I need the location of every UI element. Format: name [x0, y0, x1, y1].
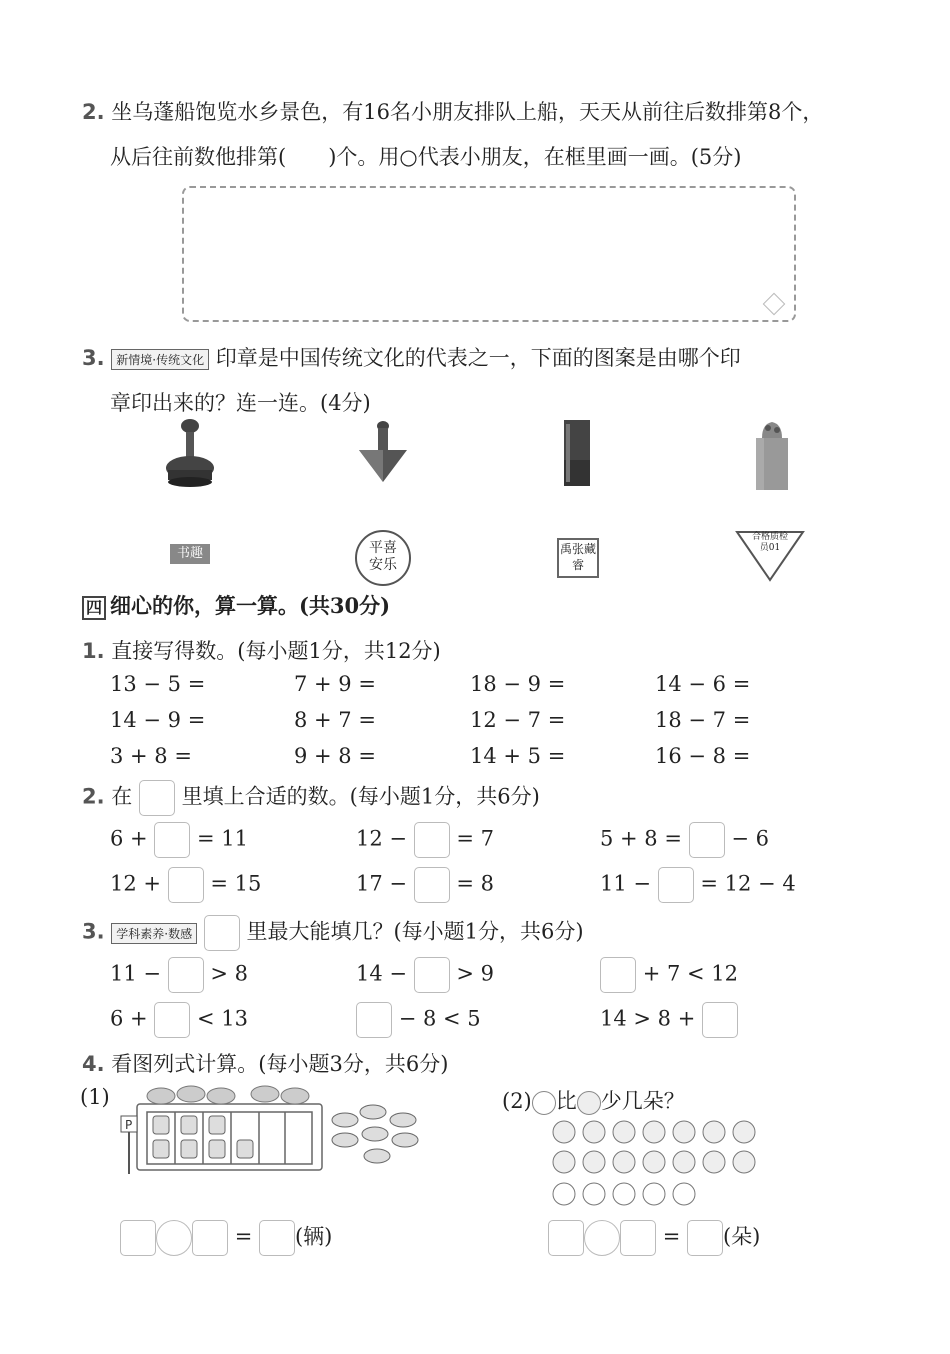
- answer-box[interactable]: [356, 1002, 392, 1038]
- print-round-text: 平喜安乐: [369, 540, 397, 573]
- answer-box[interactable]: [154, 1002, 190, 1038]
- q3-number: 3.: [82, 346, 105, 370]
- round-handle-stamp-icon[interactable]: [160, 418, 220, 490]
- unit-flowers: (朵): [722, 1224, 761, 1249]
- triangle-stamp-icon[interactable]: [355, 420, 411, 486]
- p1-r1c2: 7 + 9 =: [294, 672, 376, 696]
- q3-line1: [82, 342, 741, 372]
- print-round-seal[interactable]: [355, 530, 411, 586]
- q2-text-2: 从后往前数他排第( )个。用○代表小朋友，在框里画一画。(5分): [110, 145, 742, 169]
- p3-item-1: 11 − > 8: [110, 957, 248, 993]
- p1-r3c2: 9 + 8 =: [294, 744, 376, 768]
- q2-text-1: 坐乌蓬船饱览水乡景色，有16名小朋友排队上船，天天从前往后数排第8个，: [111, 100, 824, 124]
- corner-flower-icon: [763, 293, 786, 316]
- p4-sub2-question: 少几朵？: [600, 1089, 685, 1113]
- p4-sub2-label: (2): [502, 1089, 532, 1113]
- section-4-badge: 四: [82, 596, 106, 620]
- p4-title: 看图列式计算。(每小题3分，共6分): [111, 1052, 449, 1076]
- print-triangle-text: 合格质检员01: [752, 532, 789, 553]
- parking-lot-illustration: [115, 1082, 425, 1178]
- q3-text-2: 章印出来的？连一连。(4分): [110, 391, 371, 415]
- p3-number: 3.: [82, 919, 105, 944]
- answer-box[interactable]: [658, 867, 694, 903]
- q2-line1: [82, 96, 823, 126]
- p1-r2c1: 14 − 9 =: [110, 708, 206, 732]
- p2-post: 里填上合适的数。(每小题1分，共6分): [181, 784, 540, 809]
- p1-r3c1: 3 + 8 =: [110, 744, 192, 768]
- p1-r2c4: 18 − 7 =: [655, 708, 751, 732]
- p2-item-5: 17 − = 8: [356, 867, 494, 903]
- svg-text:P: P: [125, 1118, 133, 1132]
- answer-box[interactable]: [154, 822, 190, 858]
- q2-number: 2.: [82, 100, 105, 124]
- p3-post: 里最大能填几？(每小题1分，共6分): [246, 919, 584, 944]
- p1-r3c4: 16 − 8 =: [655, 744, 751, 768]
- p4-heading: [82, 1048, 448, 1078]
- p1-r1c4: 14 − 6 =: [655, 672, 751, 696]
- p2-number: 2.: [82, 784, 105, 809]
- print-square-text: 禹张藏睿: [560, 542, 597, 572]
- drawing-box[interactable]: [182, 186, 796, 322]
- p2-item-1: 6 + = 11: [110, 822, 248, 858]
- print-square-seal[interactable]: [557, 538, 599, 578]
- q3-text-1: 印章是中国传统文化的代表之一，下面的图案是由哪个印: [215, 346, 741, 370]
- p4-number: 4.: [82, 1052, 105, 1076]
- answer-box[interactable]: [600, 957, 636, 993]
- p3-heading-box: [204, 915, 240, 951]
- p2-item-2: 12 − = 7: [356, 822, 494, 858]
- p1-title: 直接写得数。(每小题1分，共12分): [111, 639, 441, 663]
- answer-box[interactable]: [414, 867, 450, 903]
- answer-box[interactable]: [702, 1002, 738, 1038]
- p4-sub2-compare: 比: [555, 1089, 577, 1113]
- p3-item-4: 6 + < 13: [110, 1002, 248, 1038]
- flower-a-icon: [532, 1091, 556, 1115]
- p1-r1c3: 18 − 9 =: [470, 672, 566, 696]
- p3-item-3: + 7 < 12: [600, 957, 738, 993]
- p4-answer-2: = (朵): [548, 1220, 760, 1256]
- q3-tag: 新情境·传统文化: [111, 349, 209, 370]
- square-stamp-icon[interactable]: [560, 418, 594, 490]
- p1-r2c3: 12 − 7 =: [470, 708, 566, 732]
- answer-box[interactable]: [548, 1220, 584, 1256]
- p2-heading-box: [139, 780, 175, 816]
- seal-stone-stamp-icon[interactable]: [750, 418, 794, 492]
- flower-b-icon: [577, 1091, 601, 1115]
- print-book-fun[interactable]: 书趣: [170, 544, 210, 564]
- p1-heading: [82, 635, 441, 665]
- p3-item-2: 14 − > 9: [356, 957, 494, 993]
- flowers-illustration: [548, 1118, 768, 1212]
- p2-item-4: 12 + = 15: [110, 867, 261, 903]
- section-4-title: 细心的你，算一算。(共30分): [110, 593, 391, 618]
- section-4-heading: [82, 590, 390, 620]
- p4-sub1-label: (1): [80, 1085, 110, 1109]
- p3-heading: [82, 915, 584, 951]
- operator-circle[interactable]: [156, 1220, 192, 1256]
- answer-box[interactable]: [259, 1220, 295, 1256]
- p3-tag: 学科素养·数感: [111, 923, 197, 944]
- operator-circle[interactable]: [584, 1220, 620, 1256]
- answer-box[interactable]: [414, 822, 450, 858]
- p1-r1c1: 13 − 5 =: [110, 672, 206, 696]
- p3-item-6: 14 > 8 +: [600, 1002, 738, 1038]
- p2-heading: [82, 780, 540, 816]
- answer-box[interactable]: [192, 1220, 228, 1256]
- p3-item-5: − 8 < 5: [356, 1002, 481, 1038]
- p2-pre: 在: [111, 784, 133, 809]
- answer-box[interactable]: [414, 957, 450, 993]
- answer-box[interactable]: [687, 1220, 723, 1256]
- p2-item-3: 5 + 8 = − 6: [600, 822, 769, 858]
- answer-box[interactable]: [120, 1220, 156, 1256]
- p1-number: 1.: [82, 639, 105, 663]
- p4-sub2-heading: [502, 1085, 685, 1115]
- p2-item-6: 11 − = 12 − 4: [600, 867, 796, 903]
- answer-box[interactable]: [620, 1220, 656, 1256]
- answer-box[interactable]: [689, 822, 725, 858]
- p4-answer-1: = (辆): [120, 1220, 332, 1256]
- p1-r3c3: 14 + 5 =: [470, 744, 566, 768]
- p1-r2c2: 8 + 7 =: [294, 708, 376, 732]
- answer-box[interactable]: [168, 867, 204, 903]
- answer-box[interactable]: [168, 957, 204, 993]
- unit-vehicles: (辆): [294, 1224, 333, 1249]
